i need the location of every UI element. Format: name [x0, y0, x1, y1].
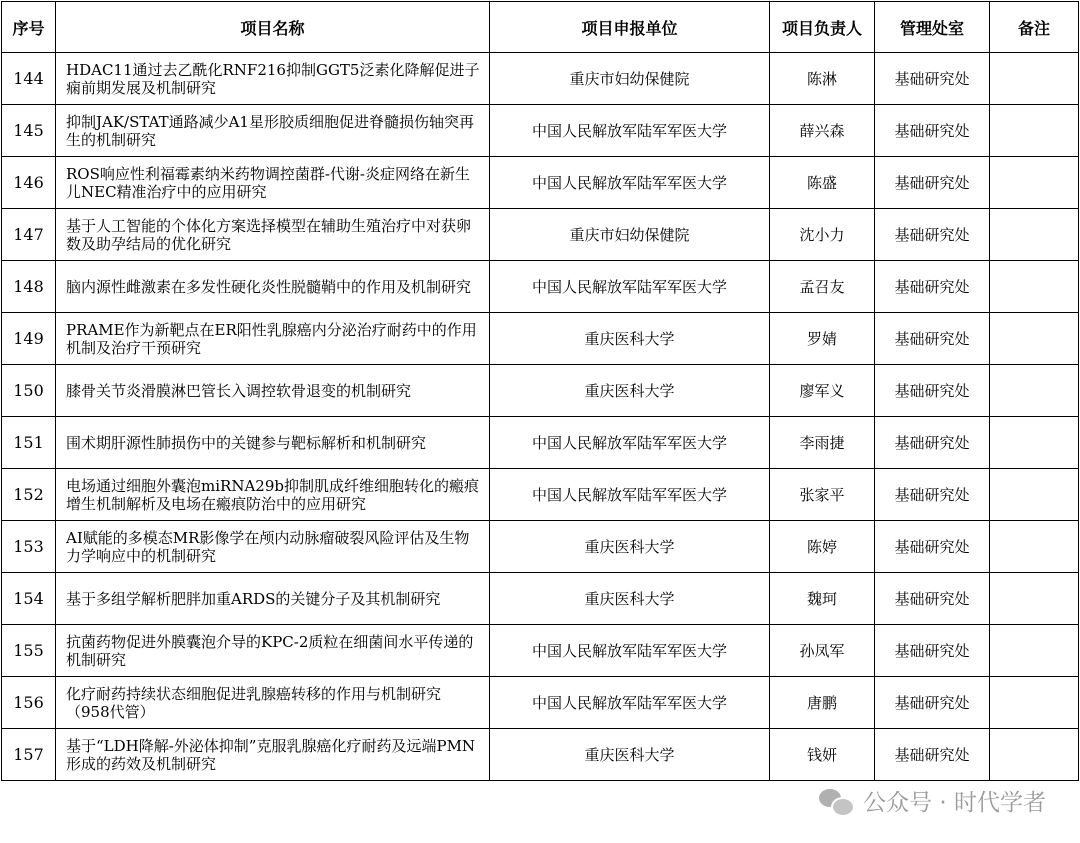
cell-name: 电场通过细胞外囊泡miRNA29b抑制肌成纤维细胞转化的瘢痕增生机制解析及电场在瘢痕防治中的应用研究 [56, 469, 490, 521]
cell-office: 基础研究处 [875, 521, 990, 573]
cell-office: 基础研究处 [875, 105, 990, 157]
cell-leader: 唐鹏 [770, 677, 875, 729]
cell-name: 围术期肝源性肺损伤中的关键参与靶标解析和机制研究 [56, 417, 490, 469]
cell-remark [990, 261, 1079, 313]
cell-name: 化疗耐药持续状态细胞促进乳腺癌转移的作用与机制研究（958代管） [56, 677, 490, 729]
cell-name: 基于“LDH降解-外泌体抑制”克服乳腺癌化疗耐药及远端PMN形成的药效及机制研究 [56, 729, 490, 781]
cell-name: AI赋能的多模态MR影像学在颅内动脉瘤破裂风险评估及生物力学响应中的机制研究 [56, 521, 490, 573]
cell-office: 基础研究处 [875, 365, 990, 417]
cell-leader: 孟召友 [770, 261, 875, 313]
cell-leader: 魏珂 [770, 573, 875, 625]
cell-seq: 154 [2, 573, 56, 625]
table-body [2, 53, 1079, 781]
header-row [2, 2, 1079, 53]
cell-remark [990, 157, 1079, 209]
cell-remark [990, 469, 1079, 521]
cell-unit: 中国人民解放军陆军军医大学 [490, 157, 770, 209]
table-row [2, 625, 1079, 677]
cell-seq: 146 [2, 157, 56, 209]
cell-name: ROS响应性利福霉素纳米药物调控菌群-代谢-炎症网络在新生儿NEC精准治疗中的应用研究 [56, 157, 490, 209]
cell-leader: 薛兴森 [770, 105, 875, 157]
cell-name: 基于人工智能的个体化方案选择模型在辅助生殖治疗中对获卵数及助孕结局的优化研究 [56, 209, 490, 261]
cell-office: 基础研究处 [875, 469, 990, 521]
cell-leader: 李雨捷 [770, 417, 875, 469]
cell-remark [990, 625, 1079, 677]
watermark [819, 784, 1046, 817]
table-row [2, 573, 1079, 625]
table-row [2, 417, 1079, 469]
header-remark: 备注 [990, 2, 1079, 53]
cell-seq: 152 [2, 469, 56, 521]
cell-name: HDAC11通过去乙酰化RNF216抑制GGT5泛素化降解促进子痫前期发展及机制研究 [56, 53, 490, 105]
cell-remark [990, 573, 1079, 625]
cell-office: 基础研究处 [875, 573, 990, 625]
table-row [2, 105, 1079, 157]
table-row [2, 365, 1079, 417]
cell-leader: 陈淋 [770, 53, 875, 105]
cell-name: 抗菌药物促进外膜囊泡介导的KPC-2质粒在细菌间水平传递的机制研究 [56, 625, 490, 677]
cell-name: 抑制JAK/STAT通路减少A1星形胶质细胞促进脊髓损伤轴突再生的机制研究 [56, 105, 490, 157]
cell-name: 脑内源性雌激素在多发性硬化炎性脱髓鞘中的作用及机制研究 [56, 261, 490, 313]
table-row [2, 209, 1079, 261]
cell-seq: 150 [2, 365, 56, 417]
cell-remark [990, 209, 1079, 261]
project-table [1, 1, 1079, 781]
cell-office: 基础研究处 [875, 53, 990, 105]
table-row [2, 313, 1079, 365]
cell-unit: 中国人民解放军陆军军医大学 [490, 469, 770, 521]
cell-seq: 147 [2, 209, 56, 261]
cell-remark [990, 313, 1079, 365]
cell-unit: 重庆医科大学 [490, 573, 770, 625]
cell-remark [990, 365, 1079, 417]
table-row [2, 521, 1079, 573]
cell-remark [990, 521, 1079, 573]
cell-unit: 重庆医科大学 [490, 365, 770, 417]
cell-remark [990, 105, 1079, 157]
cell-unit: 中国人民解放军陆军军医大学 [490, 625, 770, 677]
cell-name: 膝骨关节炎滑膜淋巴管长入调控软骨退变的机制研究 [56, 365, 490, 417]
cell-leader: 沈小力 [770, 209, 875, 261]
cell-leader: 廖军义 [770, 365, 875, 417]
cell-leader: 陈盛 [770, 157, 875, 209]
cell-seq: 156 [2, 677, 56, 729]
cell-remark [990, 417, 1079, 469]
cell-office: 基础研究处 [875, 677, 990, 729]
cell-leader: 罗婧 [770, 313, 875, 365]
cell-remark [990, 53, 1079, 105]
cell-remark [990, 729, 1079, 781]
table-row [2, 729, 1079, 781]
cell-seq: 145 [2, 105, 56, 157]
wechat-icon [819, 787, 853, 815]
cell-unit: 重庆医科大学 [490, 313, 770, 365]
cell-unit: 中国人民解放军陆军军医大学 [490, 105, 770, 157]
cell-office: 基础研究处 [875, 209, 990, 261]
cell-seq: 151 [2, 417, 56, 469]
cell-office: 基础研究处 [875, 729, 990, 781]
header-seq: 序号 [2, 2, 56, 53]
table-row [2, 53, 1079, 105]
cell-seq: 144 [2, 53, 56, 105]
cell-unit: 重庆市妇幼保健院 [490, 209, 770, 261]
header-unit: 项目申报单位 [490, 2, 770, 53]
cell-unit: 重庆市妇幼保健院 [490, 53, 770, 105]
cell-leader: 张家平 [770, 469, 875, 521]
table-row [2, 157, 1079, 209]
cell-office: 基础研究处 [875, 157, 990, 209]
cell-name: PRAME作为新靶点在ER阳性乳腺癌内分泌治疗耐药中的作用机制及治疗干预研究 [56, 313, 490, 365]
cell-seq: 157 [2, 729, 56, 781]
cell-office: 基础研究处 [875, 625, 990, 677]
header-leader: 项目负责人 [770, 2, 875, 53]
cell-seq: 155 [2, 625, 56, 677]
cell-unit: 中国人民解放军陆军军医大学 [490, 261, 770, 313]
cell-office: 基础研究处 [875, 261, 990, 313]
cell-leader: 陈婷 [770, 521, 875, 573]
table-row [2, 469, 1079, 521]
cell-seq: 148 [2, 261, 56, 313]
cell-unit: 重庆医科大学 [490, 729, 770, 781]
cell-unit: 重庆医科大学 [490, 521, 770, 573]
cell-unit: 中国人民解放军陆军军医大学 [490, 677, 770, 729]
cell-office: 基础研究处 [875, 417, 990, 469]
cell-seq: 153 [2, 521, 56, 573]
watermark-text: 公众号 · 时代学者 [863, 790, 1046, 816]
cell-remark [990, 677, 1079, 729]
cell-name: 基于多组学解析肥胖加重ARDS的关键分子及其机制研究 [56, 573, 490, 625]
cell-leader: 孙凤军 [770, 625, 875, 677]
cell-unit: 中国人民解放军陆军军医大学 [490, 417, 770, 469]
cell-seq: 149 [2, 313, 56, 365]
cell-leader: 钱妍 [770, 729, 875, 781]
header-name: 项目名称 [56, 2, 490, 53]
table-row [2, 677, 1079, 729]
header-office: 管理处室 [875, 2, 990, 53]
table-row [2, 261, 1079, 313]
cell-office: 基础研究处 [875, 313, 990, 365]
